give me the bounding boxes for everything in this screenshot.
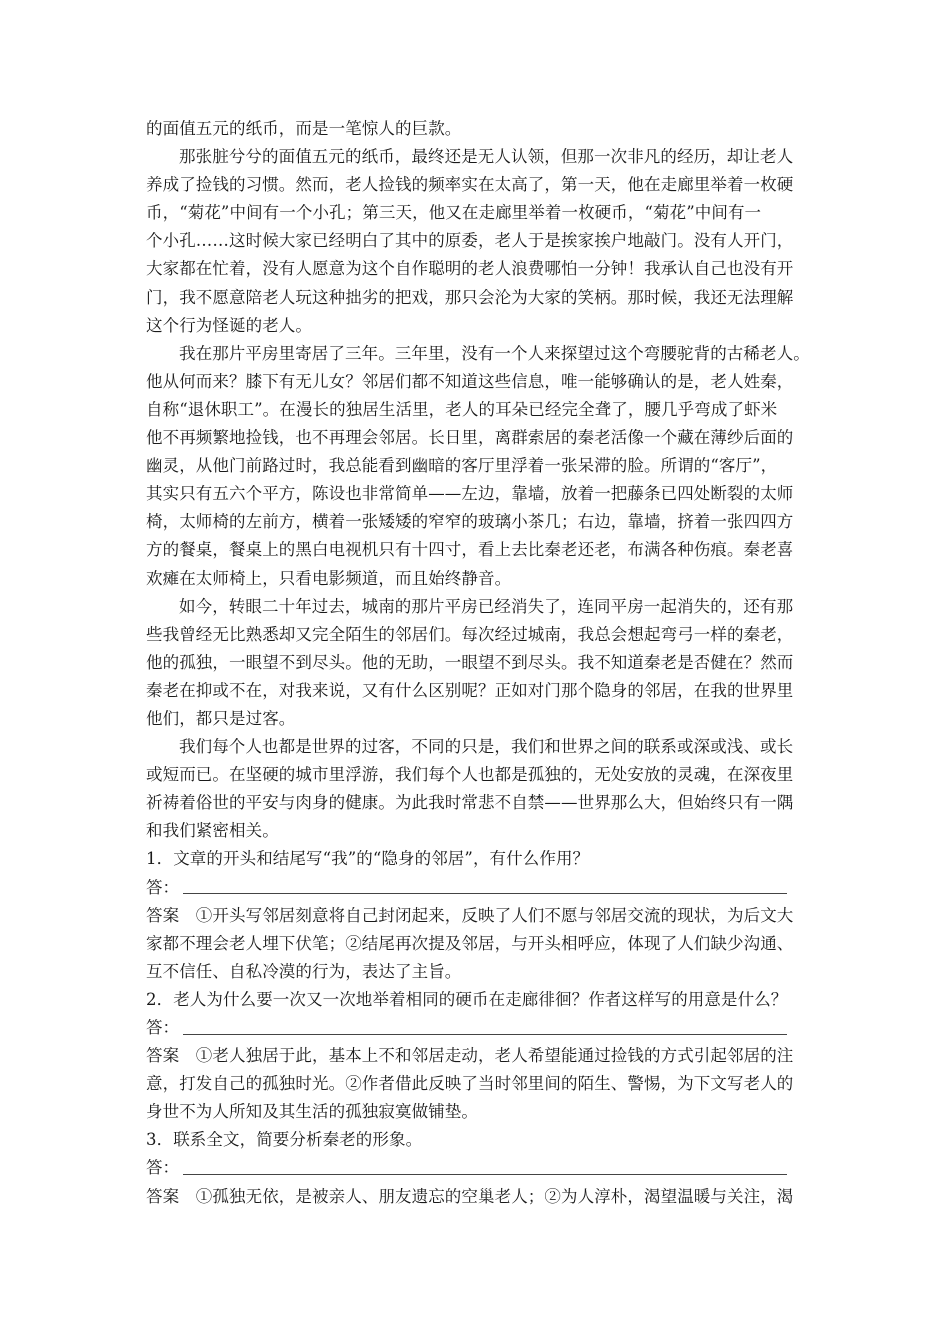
- passage-line: 门，我不愿意陪老人玩这种拙劣的把戏，那只会沦为大家的笑柄。那时候，我还无法理解: [146, 287, 794, 307]
- questions: [146, 845, 810, 1210]
- answer-text-line: 答案 ①老人独居于此，基本上不和邻居走动，老人希望能通过捡钱的方式引起邻居的注: [146, 1046, 794, 1066]
- passage-line: 椅，太师椅的左前方，横着一张矮矮的窄窄的玻璃小茶几；右边，靠墙，挤着一张四四方: [146, 512, 794, 532]
- answer-text-line: 意，打发自己的孤独时光。②作者借此反映了当时邻里间的陌生、警惕，为下文写老人的: [146, 1074, 794, 1094]
- document-page: [146, 115, 810, 1211]
- passage-line: 和我们紧密相关。: [146, 821, 279, 841]
- question-prompt: 2．老人为什么要一次又一次地举着相同的硬币在走廊徘徊？作者这样写的用意是什么？: [146, 989, 788, 1009]
- answer-underline: [183, 893, 787, 894]
- answer-blank[interactable]: [146, 874, 810, 902]
- passage-line: 大家都在忙着，没有人愿意为这个自作聪明的老人浪费哪怕一分钟！我承认自己也没有开: [146, 259, 794, 279]
- passage-line: 的面值五元的纸币，而是一笔惊人的巨款。: [146, 119, 462, 138]
- answer-text-line: 答案 ①孤独无依，是被亲人、朋友遗忘的空巢老人；②为人淳朴，渴望温暖与关注，渴: [146, 1186, 794, 1206]
- passage-line: 些我曾经无比熟悉却又完全陌生的邻居们。每次经过城南，我总会想起弯弓一样的秦老，: [146, 624, 794, 644]
- answer-text-line: 身世不为人所知及其生活的孤独寂寞做铺垫。: [146, 1102, 478, 1122]
- passage-line: 欢瘫在太师椅上，只看电影频道，而且始终静音。: [146, 568, 512, 588]
- question-block: [146, 845, 810, 985]
- passage-line: 这个行为怪诞的老人。: [146, 315, 312, 335]
- passage-line: 币，“菊花”中间有一个小孔；第三天，他又在走廊里举着一枚硬币，“菊花”中间有一: [146, 203, 762, 223]
- answer-text-line: 互不信任、自私冷漠的行为，表达了主旨。: [146, 961, 462, 981]
- answer-label: 答：: [146, 877, 179, 897]
- passage-line: 自称“退休职工”。在漫长的独居生活里，老人的耳朵已经完全聋了，腰几乎弯成了虾米: [146, 399, 778, 419]
- passage-line: 其实只有五六个平方，陈设也非常简单——左边，靠墙，放着一把藤条已四处断裂的太师: [146, 484, 794, 504]
- answer-underline: [183, 1034, 787, 1035]
- passage-line: 我们每个人也都是世界的过客，不同的只是，我们和世界之间的联系或深或浅、或长: [179, 737, 794, 757]
- answer-text-line: 答案 ①开头写邻居刻意将自己封闭起来，反映了人们不愿与邻居交流的现状，为后文大: [146, 905, 794, 925]
- answer-blank[interactable]: [146, 1014, 810, 1042]
- passage-line: 他们，都只是过客。: [146, 708, 296, 728]
- passage-line: 那张脏兮兮的面值五元的纸币，最终还是无人认领，但那一次非凡的经历，却让老人: [179, 147, 794, 167]
- passage-line: 他的孤独，一眼望不到尽头。他的无助，一眼望不到尽头。我不知道秦老是否健在？然而: [146, 652, 794, 672]
- question-block: [146, 1126, 810, 1210]
- answer-text-line: 家都不理会老人埋下伏笔；②结尾再次提及邻居，与开头相呼应，体现了人们缺少沟通、: [146, 933, 794, 953]
- passage-line: 个小孔……这时候大家已经明白了其中的原委，老人于是挨家挨户地敲门。没有人开门，: [146, 231, 794, 251]
- passage-line: 秦老在抑或不在，对我来说，又有什么区别呢？正如对门那个隐身的邻居，在我的世界里: [146, 680, 794, 700]
- passage-line: 祈祷着俗世的平安与肉身的健康。为此我时常悲不自禁——世界那么大，但始终只有一隅: [146, 793, 794, 813]
- passage-line: 如今，转眼二十年过去，城南的那片平房已经消失了，连同平房一起消失的，还有那: [179, 596, 794, 616]
- passage-line: 养成了捡钱的习惯。然而，老人捡钱的频率实在太高了，第一天，他在走廊里举着一枚硬: [146, 175, 794, 195]
- question-block: [146, 986, 810, 1126]
- question-prompt: 1．文章的开头和结尾写“我”的“隐身的邻居”，有什么作用？: [146, 849, 590, 869]
- passage-line: 他从何而来？膝下有无儿女？邻居们都不知道这些信息，唯一能够确认的是，老人姓秦，: [146, 371, 794, 391]
- answer-underline: [183, 1174, 787, 1175]
- question-prompt: 3．联系全文，简要分析秦老的形象。: [146, 1130, 423, 1150]
- passage-line: 他不再频繁地捡钱，也不再理会邻居。长日里，离群索居的秦老活像一个藏在薄纱后面的: [146, 428, 794, 448]
- passage-line: 方的餐桌，餐桌上的黑白电视机只有十四寸，看上去比秦老还老，布满各种伤痕。秦老喜: [146, 540, 794, 560]
- answer-label: 答：: [146, 1018, 179, 1037]
- passage-line: 或短而已。在坚硬的城市里浮游，我们每个人也都是孤独的，无处安放的灵魂，在深夜里: [146, 765, 794, 785]
- passage-line: 幽灵，从他门前路过时，我总能看到幽暗的客厅里浮着一张呆滞的脸。所谓的“客厅”，: [146, 456, 778, 476]
- answer-blank[interactable]: [146, 1154, 810, 1182]
- answer-label: 答：: [146, 1158, 179, 1178]
- passage-line: 我在那片平房里寄居了三年。三年里，没有一个人来探望过这个弯腰驼背的古稀老人。: [179, 343, 810, 363]
- passage: [146, 115, 810, 845]
